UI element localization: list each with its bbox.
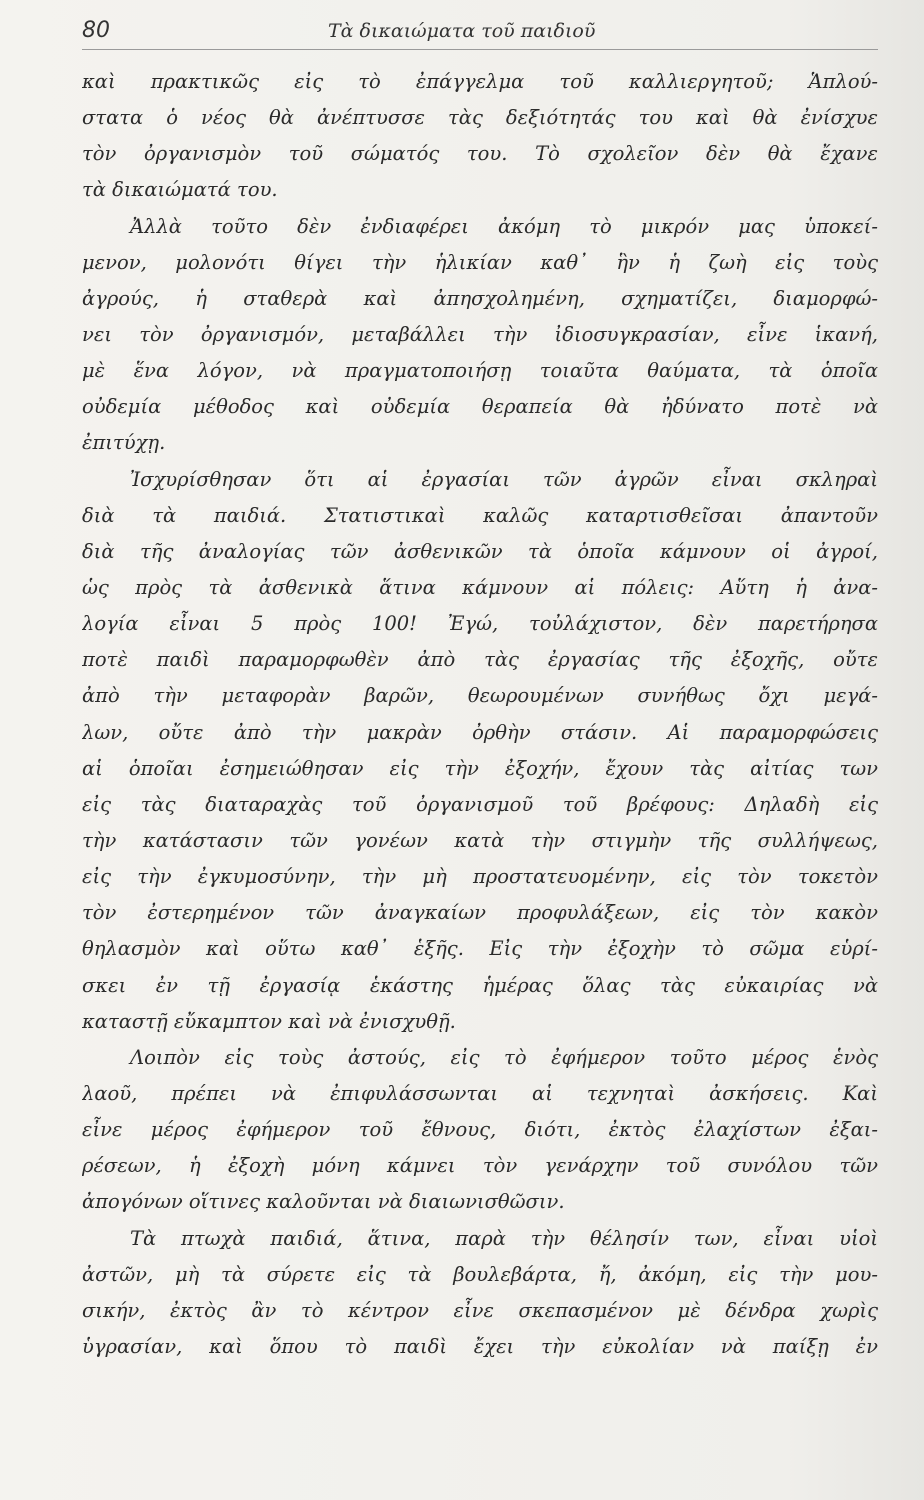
text-line: λογία εἶναι 5 πρὸς 100! Ἐγώ, τοὐλάχιστον, δὲν παρετήρησα: [82, 612, 878, 636]
text-line: μὲ ἕνα λόγον, νὰ πραγματοποιήσῃ τοιαῦτα θαύματα, τὰ ὁποῖα: [82, 359, 878, 383]
text-line: τὰ δικαιώματά του.: [82, 178, 278, 202]
text-line: ὡς πρὸς τὰ ἀσθενικὰ ἅτινα κάμνουν αἱ πόλεις: Αὕτη ἡ ἀνα-: [82, 575, 878, 599]
text-line: καὶ πρακτικῶς εἰς τὸ ἐπάγγελμα τοῦ καλλιεργητοῦ; Ἁπλού-: [82, 70, 878, 93]
text-line: λαοῦ, πρέπει νὰ ἐπιφυλάσσωνται αἱ τεχνηταὶ ἀσκήσεις. Καὶ: [82, 1081, 878, 1105]
page-number: 80: [82, 18, 110, 43]
text-line: Τὰ πτωχὰ παιδιά, ἅτινα, παρὰ τὴν θέλησίν των, εἶναι υἱοὶ: [130, 1226, 878, 1250]
text-line: εἶνε μέρος ἐφήμερον τοῦ ἔθνους, διότι, ἐκτὸς ἐλαχίστων ἐξαι-: [82, 1118, 878, 1142]
text-line: ποτὲ παιδὶ παραμορφωθὲν ἀπὸ τὰς ἐργασίας τῆς ἐξοχῆς, οὔτε: [82, 648, 878, 672]
text-line: διὰ τὰ παιδιά. Στατιστικαὶ καλῶς καταρτισθεῖσαι ἀπαντοῦν: [82, 503, 878, 527]
text-line: οὐδεμία μέθοδος καὶ οὐδεμία θεραπεία θὰ ἠδύνατο ποτὲ νὰ: [82, 395, 878, 419]
text-line: νει τὸν ὀργανισμόν, μεταβάλλει τὴν ἰδιοσυγκρασίαν, εἶνε ἱκανή,: [82, 322, 878, 346]
text-line: θηλασμὸν καὶ οὕτω καθ᾽ ἑξῆς. Εἰς τὴν ἐξοχὴν τὸ σῶμα εὑρί-: [82, 937, 878, 961]
text-line: ἐπιτύχῃ.: [82, 431, 166, 455]
text-line: εἰς τὰς διαταραχὰς τοῦ ὀργανισμοῦ τοῦ βρέφους: Δηλαδὴ εἰς: [82, 792, 878, 816]
text-line: σικήν, ἐκτὸς ἂν τὸ κέντρον εἶνε σκεπασμένον μὲ δένδρα χωρὶς: [82, 1298, 878, 1322]
text-line: ἀστῶν, μὴ τὰ σύρετε εἰς τὰ βουλεβάρτα, ἤ, ἀκόμη, εἰς τὴν μου-: [82, 1262, 878, 1286]
text-line: λων, οὔτε ἀπὸ τὴν μακρὰν ὀρθὴν στάσιν. Αἱ παραμορφώσεις: [82, 720, 878, 744]
text-line: ρέσεων, ἡ ἐξοχὴ μόνη κάμνει τὸν γενάρχην τοῦ συνόλου τῶν: [82, 1154, 878, 1178]
text-line: στατα ὁ νέος θὰ ἀνέπτυσσε τὰς δεξιότητάς του καὶ θὰ ἐνίσχυε: [82, 106, 878, 130]
text-line: εἰς τὴν ἐγκυμοσύνην, τὴν μὴ προστατευομένην, εἰς τὸν τοκετὸν: [82, 865, 878, 889]
text-line: ἀπογόνων οἵτινες καλοῦνται νὰ διαιωνισθῶσιν.: [82, 1190, 565, 1214]
text-line: τὴν κατάστασιν τῶν γονέων κατὰ τὴν στιγμὴν τῆς συλλήψεως,: [82, 828, 878, 852]
running-head: [82, 18, 878, 52]
text-line: Ἀλλὰ τοῦτο δὲν ἐνδιαφέρει ἀκόμη τὸ μικρόν μας ὑποκεί-: [130, 214, 878, 238]
header-rule: [82, 49, 878, 50]
running-title: Τὰ δικαιώματα τοῦ παιδιοῦ: [328, 20, 596, 42]
text-line: Ἰσχυρίσθησαν ὅτι αἱ ἐργασίαι τῶν ἀγρῶν εἶναι σκληραὶ: [130, 467, 878, 491]
text-line: ὑγρασίαν, καὶ ὅπου τὸ παιδὶ ἔχει τὴν εὐκολίαν νὰ παίξῃ ἐν: [82, 1334, 878, 1358]
text-line: μενον, μολονότι θίγει τὴν ἡλικίαν καθ᾽ ἣν ἡ ζωὴ εἰς τοὺς: [82, 250, 878, 274]
text-line: τὸν ὀργανισμὸν τοῦ σώματός του. Τὸ σχολεῖον δὲν θὰ ἔχανε: [82, 142, 878, 166]
text-line: τὸν ἐστερημένον τῶν ἀναγκαίων προφυλάξεων, εἰς τὸν κακὸν: [82, 901, 878, 925]
text-line: καταστῇ εὔκαμπτον καὶ νὰ ἐνισχυθῇ.: [82, 1009, 456, 1033]
text-line: ἀγρούς, ἡ σταθερὰ καὶ ἀπησχολημένη, σχηματίζει, διαμορφώ-: [82, 286, 878, 310]
text-line: σκει ἐν τῇ ἐργασίᾳ ἑκάστης ἡμέρας ὅλας τὰς εὐκαιρίας νὰ: [82, 973, 878, 997]
text-line: αἱ ὁποῖαι ἐσημειώθησαν εἰς τὴν ἐξοχήν, ἔχουν τὰς αἰτίας των: [82, 756, 878, 780]
text-line: διὰ τῆς ἀναλογίας τῶν ἀσθενικῶν τὰ ὁποῖα κάμνουν οἱ ἀγροί,: [82, 539, 878, 563]
text-line: Λοιπὸν εἰς τοὺς ἀστούς, εἰς τὸ ἐφήμερον τοῦτο μέρος ἑνὸς: [130, 1045, 878, 1069]
text-line: ἀπὸ τὴν μεταφορὰν βαρῶν, θεωρουμένων συνήθως ὄχι μεγά-: [82, 684, 878, 708]
body-text: [82, 64, 878, 1365]
